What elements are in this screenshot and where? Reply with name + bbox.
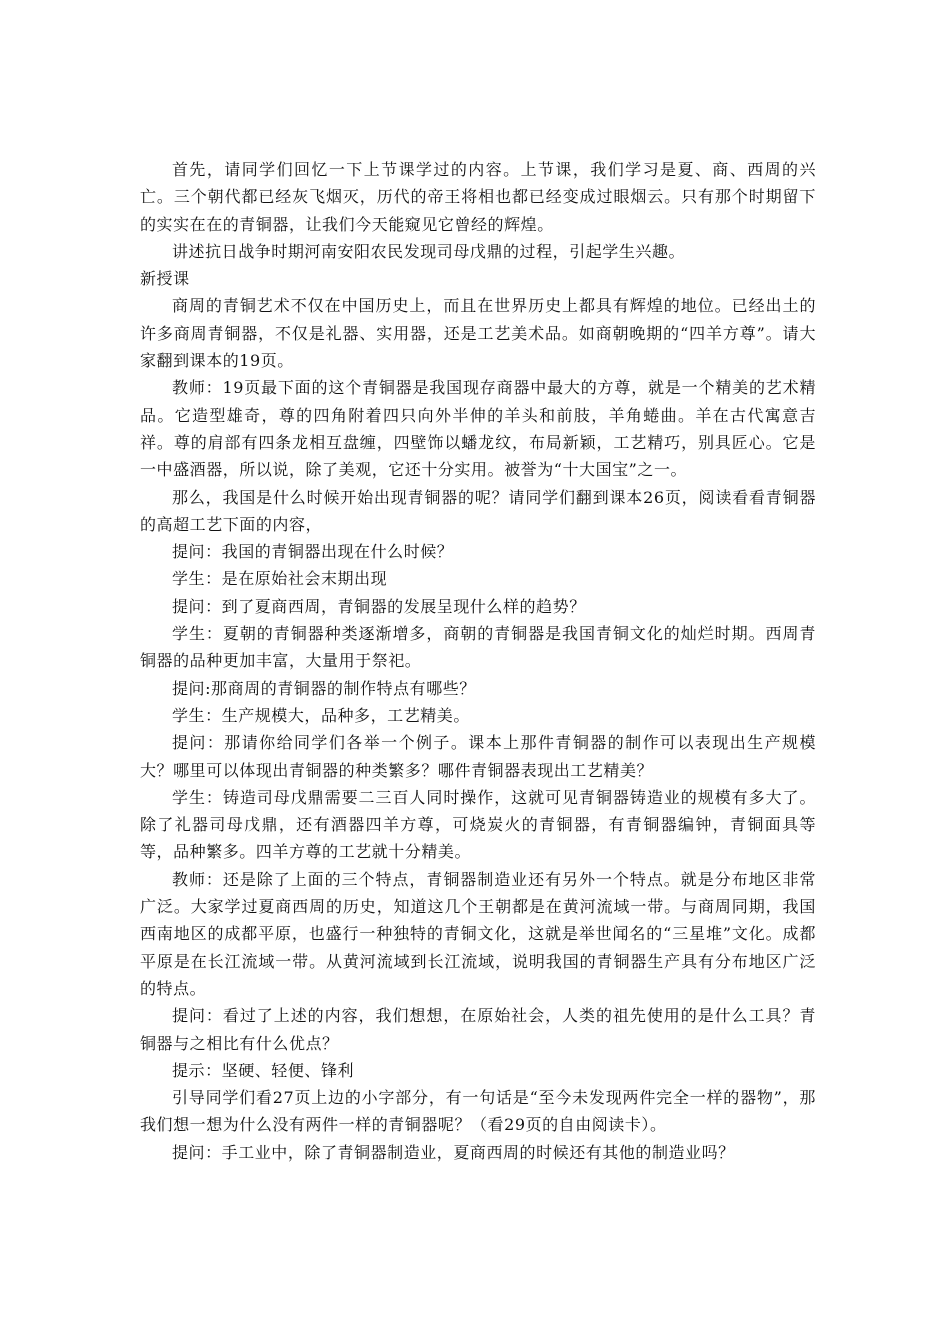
paragraph-teacher-distribution: 教师：还是除了上面的三个特点，青铜器制造业还有另外一个特点。就是分布地区非常广泛。大家学过夏商西周的历史，知道这几个王朝都是在黄河流域一带。与商周同期，我国西南地区的成都平原，也盛行一种独特的青铜文化，这就是举世闻名的“三星堆”文化。成都平原是在长江流域一带。从黄河流域到长江流域，说明我国的青铜器生产具有分布地区广泛的特点。 bbox=[140, 869, 816, 998]
paragraph-teacher-fangzun: 教师：19页最下面的这个青铜器是我国现存商器中最大的方尊，就是一个精美的艺术精品。它造型雄奇，尊的四角附着四只向外半伸的羊头和前肢，羊角蜷曲。羊在古代寓意吉祥。尊的肩部有四条龙相互盘缠，四壁饰以蟠龙纹，布局新颖，工艺精巧，别具匠心。它是一中盛酒器，所以说，除了美观，它还十分实用。被誉为“十大国宝”之一。 bbox=[140, 378, 816, 480]
paragraph-answer-1: 学生：是在原始社会末期出现 bbox=[172, 569, 388, 589]
document-body bbox=[140, 156, 816, 1166]
paragraph-origin-question: 那么，我国是什么时候开始出现青铜器的呢？请同学们翻到课本26页，阅读看看青铜器的高超工艺下面的内容， bbox=[140, 487, 816, 534]
paragraph-question-3: 提问:那商周的青铜器的制作特点有哪些？ bbox=[172, 678, 476, 698]
paragraph-hint: 提示：坚硬、轻便、锋利 bbox=[172, 1060, 355, 1080]
paragraph-answer-2: 学生：夏朝的青铜器种类逐渐增多，商朝的青铜器是我国青铜文化的灿烂时期。西周青铜器的品种更加丰富，大量用于祭祀。 bbox=[140, 624, 816, 671]
paragraph-story: 讲述抗日战争时期河南安阳农民发现司母戊鼎的过程，引起学生兴趣。 bbox=[172, 241, 686, 261]
paragraph-answer-4: 学生：铸造司母戊鼎需要二三百人同时操作，这就可见青铜器铸造业的规模有多大了。除了礼器司母戊鼎，还有酒器四羊方尊，可烧炭火的青铜器，有青铜器编钟，青铜面具等等，品种繁多。四羊方尊的工艺就十分精美。 bbox=[140, 787, 816, 862]
paragraph-review-intro: 首先，请同学们回忆一下上节课学过的内容。上节课，我们学习是夏、商、西周的兴亡。三个朝代都已经灰飞烟灭，历代的帝王将相也都已经变成过眼烟云。只有那个时期留下的实实在在的青铜器，让我们今天能窥见它曾经的辉煌。 bbox=[140, 160, 816, 234]
paragraph-guide: 引导同学们看27页上边的小字部分，有一句话是“至今未发现两件完全一样的器物”，那我们想一想为什么没有两件一样的青铜器呢？（看29页的自由阅读卡）。 bbox=[140, 1088, 816, 1135]
paragraph-question-6: 提问：手工业中，除了青铜器制造业，夏商西周的时候还有其他的制造业吗？ bbox=[172, 1142, 735, 1162]
section-heading-new-lesson: 新授课 bbox=[140, 269, 190, 289]
paragraph-bronze-art: 商周的青铜艺术不仅在中国历史上，而且在世界历史上都具有辉煌的地位。已经出土的许多商周青铜器，不仅是礼器、实用器，还是工艺美术品。如商朝晚期的“四羊方尊”。请大家翻到课本的19页。 bbox=[140, 296, 816, 371]
paragraph-question-1: 提问：我国的青铜器出现在什么时候？ bbox=[172, 542, 454, 562]
paragraph-question-4: 提问：那请你给同学们各举一个例子。课本上那件青铜器的制作可以表现出生产规模大？哪里可以体现出青铜器的种类繁多？哪件青铜器表现出工艺精美？ bbox=[140, 733, 816, 780]
paragraph-question-5: 提问：看过了上述的内容，我们想想，在原始社会，人类的祖先使用的是什么工具？青铜器与之相比有什么优点？ bbox=[140, 1006, 816, 1053]
paragraph-answer-3: 学生：生产规模大，品种多，工艺精美。 bbox=[172, 705, 470, 725]
paragraph-question-2: 提问：到了夏商西周，青铜器的发展呈现什么样的趋势？ bbox=[172, 596, 586, 616]
